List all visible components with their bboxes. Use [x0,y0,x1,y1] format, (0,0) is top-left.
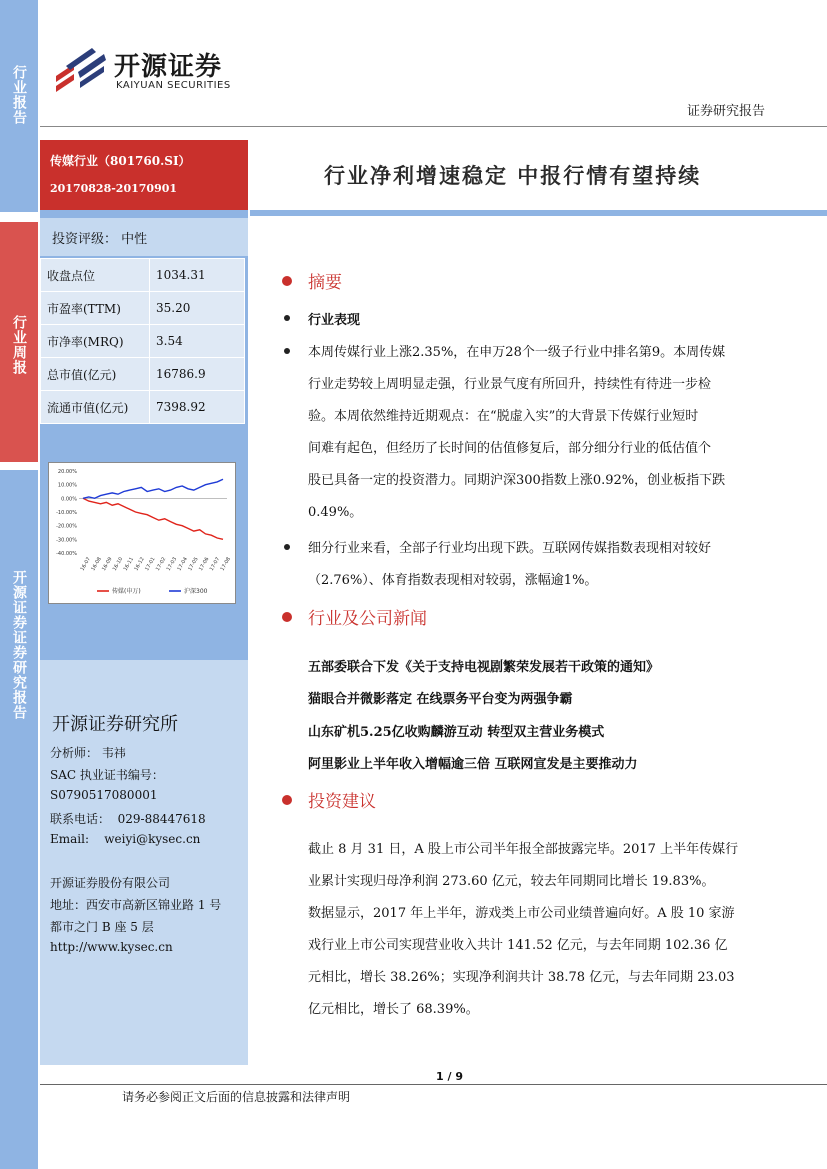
text-line: 股已具备一定的投资潜力。同期沪深300指数上涨0.92%，创业板指下跌 [308,473,726,488]
y-tick-label: 10.00% [57,482,77,489]
footer-rule [40,1084,827,1085]
y-tick-label: 20.00% [57,469,77,475]
text-line: 元相比，增长 38.26%；实现净利润共计 38.78 亿元，与去年同期 23.03 [308,970,735,985]
text-line: 间难有起色，但经历了长时间的估值修复后，部分细分行业的低估值个 [308,441,712,456]
x-tick-label: 16-12 [133,556,146,572]
title-underline [250,210,827,216]
series-line-0 [83,498,223,539]
metric-label: 收盘点位 [41,259,150,292]
summary-paragraph-2 [308,533,768,597]
summary-subheading: 行业表现 [308,313,361,328]
logo-cn: 开源证券 [114,52,223,82]
report-title: 行业净利增速稳定 中报行情有望持续 [324,163,702,188]
section-bullet-icon [282,612,292,622]
metrics-table [40,258,245,424]
legend-label: 沪深300 [184,588,208,595]
x-tick-label: 17-02 [154,556,168,572]
x-tick-label: 17-08 [219,556,232,572]
email[interactable]: Email: weiyi@kysec.cn [50,832,201,846]
text-line: 亿元相比，增长了 68.39%。 [308,1002,479,1017]
x-tick-label: 17-01 [144,556,157,572]
side-tab-middle: 行业周报 [11,315,27,375]
text-line: 验。本周依然维持近期观点：在“脱虚入实”的大背景下传媒行业短时 [308,409,699,424]
metric-value: 3.54 [150,325,245,358]
sac-label: SAC 执业证书编号： [50,768,164,782]
company: 开源证券股份有限公司 [50,876,171,890]
x-tick-label: 17-06 [197,556,211,572]
side-tab-top: 行业报告 [11,65,27,125]
metric-value: 7398.92 [150,391,245,424]
news-heading: 行业及公司新闻 [308,609,427,629]
x-tick-label: 16-07 [79,556,92,572]
chart-svg [49,463,235,603]
news-item[interactable]: 山东矿机5.25亿收购麟游互动 转型双主营业务模式 [308,725,605,740]
metric-label: 总市值(亿元) [41,358,150,391]
summary-paragraph-1 [308,337,768,529]
legend-label: 传媒(申万) [112,588,141,595]
logo [52,42,252,94]
advice-paragraph [308,834,778,1026]
website-link[interactable]: http://www.kysec.cn [50,940,173,954]
metric-value: 35.20 [150,292,245,325]
logo-en: KAIYUAN SECURITIES [116,80,231,91]
address-line2: 都市之门 B 座 5 层 [50,920,154,934]
metric-label: 市盈率(TTM) [41,292,150,325]
text-line: 行业走势较上周明显走强，行业景气度有所回升，持续性有待进一步检 [308,377,712,392]
news-item[interactable]: 猫眼合并微影落定 在线票务平台变为两强争霸 [308,692,573,707]
bullet-icon [284,315,290,321]
text-line: 0.49%。 [308,505,363,520]
table-row [41,325,245,358]
x-tick-label: 17-04 [176,556,189,572]
address-line1: 地址：西安市高新区锦业路 1 号 [50,898,222,912]
y-tick-label: -40.00% [56,551,77,557]
x-tick-label: 17-07 [208,556,222,572]
section-bullet-icon [282,276,292,286]
table-row [41,391,245,424]
header-rule [40,126,827,127]
text-line: 数据显示，2017 年上半年，游戏类上市公司业绩普遍向好。A 股 10 家游 [308,906,735,921]
text-line: 业累计实现归母净利润 273.60 亿元，较去年同期同比增长 19.83%。 [308,874,715,889]
metric-label: 流通市值(亿元) [41,391,150,424]
x-tick-label: 17-05 [187,556,200,572]
text-line: 细分行业来看，全部子行业均出现下跌。互联网传媒指数表现相对较好 [308,541,712,556]
summary-heading: 摘要 [308,273,342,293]
x-tick-label: 17-03 [165,556,179,572]
news-item[interactable]: 阿里影业上半年收入增幅逾三倍 互联网宣发是主要推动力 [308,757,638,772]
text-line: 戏行业上市公司实现营业收入共计 141.52 亿元，与去年同期 102.36 亿 [308,938,728,953]
advice-heading: 投资建议 [308,792,376,812]
metric-value: 1034.31 [150,259,245,292]
side-tab-bottom: 开源证券证券研究报告 [11,570,27,720]
text-line: 截止 8 月 31 日，A 股上市公司半年报全部披露完毕。2017 上半年传媒行 [308,842,739,857]
investment-rating: 投资评级： 中性 [52,232,148,247]
x-tick-label: 16-08 [90,556,103,572]
x-tick-label: 16-09 [101,556,114,572]
y-tick-label: 0.00% [61,496,77,503]
metric-value: 16786.9 [150,358,245,391]
analyst: 分析师： 韦祎 [50,746,126,760]
text-line: （2.76%）、体育指数表现相对较弱，涨幅逾1%。 [308,573,598,588]
report-type: 证券研究报告 [686,104,765,119]
phone: 联系电话： 029-88447618 [50,812,206,826]
news-item[interactable]: 五部委联合下发《关于支持电视剧繁荣发展若干政策的通知》 [308,660,660,675]
y-tick-label: -20.00% [56,523,77,530]
logo-mark-icon [52,42,108,92]
bullet-icon [284,348,290,354]
text-line: 本周传媒行业上涨2.35%，在申万28个一级子行业中排名第9。本周传媒 [308,345,726,360]
x-tick-label: 16-10 [111,556,125,572]
y-tick-label: -10.00% [56,510,77,516]
metric-label: 市净率(MRQ) [41,325,150,358]
sac-number: S0790517080001 [50,788,158,802]
report-period: 20170828-20170901 [50,182,178,195]
section-bullet-icon [282,795,292,805]
table-row [41,259,245,292]
page-number: 1 / 9 [436,1070,463,1083]
industry-header [40,140,248,210]
series-line-1 [83,479,223,498]
performance-chart [48,462,236,604]
y-tick-label: -30.00% [56,537,77,544]
table-row [41,292,245,325]
disclaimer: 请务必参阅正文后面的信息披露和法律声明 [122,1090,351,1104]
bullet-icon [284,544,290,550]
institute-name: 开源证券研究所 [52,714,178,735]
institute-box [40,660,248,1065]
rating-box [40,218,248,256]
industry-name: 传媒行业（801760.SI） [50,154,191,168]
x-tick-label: 16-11 [122,556,136,572]
table-row [41,358,245,391]
